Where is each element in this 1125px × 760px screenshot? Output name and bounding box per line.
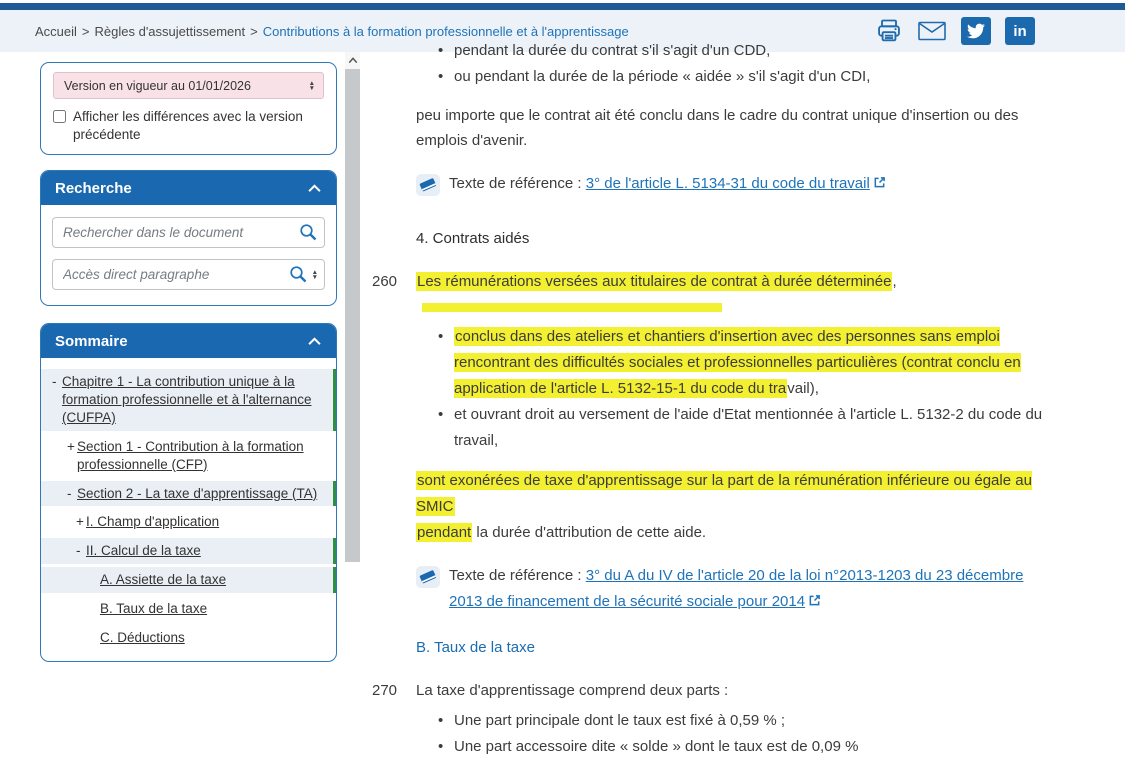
- p270-bullet-list: [416, 708, 1056, 760]
- cdd-cdi-bullet-list: [416, 38, 1056, 90]
- highlighted-text: Les rémunérations versées aux titulaires de contrat à durée déterminée: [417, 272, 892, 290]
- p260-bullet-2: • et ouvrant droit au versement de l'aide d'Etat mentionnée à l'article L. 5132-2 du code du travail,: [438, 402, 1056, 454]
- reference-label: Texte de référence :: [449, 566, 582, 584]
- diff-checkbox[interactable]: [53, 110, 66, 123]
- p260-conclusion-tail: la durée d'attribution de cette aide.: [472, 523, 707, 541]
- collapse-marker-icon[interactable]: -: [76, 543, 81, 559]
- external-link-icon: [873, 176, 886, 189]
- toc-link[interactable]: II. Calcul de la taxe: [86, 543, 201, 559]
- toc-panel-title: Sommaire: [55, 332, 128, 350]
- reference-link[interactable]: 3° du A du IV de l'article 20 de la loi n°2013-1203 du 23 décembre 2013 de financement de la sécurité sociale pour 2014: [449, 566, 1024, 610]
- paragraph-260: [372, 269, 1056, 546]
- p260-bullet-1: [438, 324, 1056, 401]
- search-panel-title: Recherche: [55, 179, 132, 197]
- highlighted-text: conclus dans des ateliers et chantiers d'insertion avec des personnes sans emploi rencontrant des difficultés sociales et professionnelles particulières (contrat conclu en application de l'article L. 5132-15-1 du code du tra: [454, 328, 1021, 397]
- breadcrumb-home[interactable]: Accueil: [35, 23, 77, 39]
- external-link-icon: [808, 594, 821, 607]
- paragraph-number: 270: [372, 682, 398, 700]
- chevron-up-icon: [307, 184, 322, 193]
- reference-text: [449, 171, 886, 197]
- search-panel-body: [41, 205, 336, 305]
- breadcrumb: [35, 24, 629, 39]
- collapse-marker-icon[interactable]: -: [52, 374, 57, 390]
- book-icon: [416, 174, 440, 205]
- p270-intro: La taxe d'apprentissage comprend deux parts :: [416, 682, 729, 700]
- toc-link[interactable]: Chapitre 1 - La contribution unique à la formation professionnelle et à l'alternance (CUFPA): [62, 374, 312, 426]
- linkedin-icon: in: [1013, 22, 1027, 40]
- toc-item-taux[interactable]: [41, 596, 336, 622]
- paragraph-access-input[interactable]: [52, 259, 325, 290]
- toc-item-chapitre-1[interactable]: [41, 369, 336, 430]
- diff-checkbox-row[interactable]: [53, 108, 324, 144]
- subheading-taux-taxe: B. Taux de la taxe: [416, 639, 535, 657]
- toc-link[interactable]: B. Taux de la taxe: [100, 600, 208, 616]
- expand-marker-icon[interactable]: +: [76, 514, 84, 530]
- search-panel-header[interactable]: [41, 171, 336, 205]
- toc-item-champ-application[interactable]: [41, 509, 336, 535]
- toc-link[interactable]: C. Déductions: [100, 629, 185, 645]
- top-accent-bar: [0, 3, 1125, 10]
- document-body: [360, 42, 1125, 755]
- breadcrumb-separator: >: [81, 23, 90, 39]
- p260-intro: [416, 269, 1056, 321]
- reference-label: Texte de référence :: [449, 175, 582, 193]
- highlighted-text: sont exonérées de taxe d'apprentissage sur la part de la rémunération inférieure ou égale au SMIC: [416, 472, 1032, 516]
- toc-panel-header[interactable]: [41, 324, 336, 358]
- toc-item-section-2[interactable]: [41, 481, 336, 507]
- p260-conclusion: [416, 468, 1056, 545]
- expand-marker-icon[interactable]: +: [67, 438, 75, 454]
- p270-bullet-2: • Une part accessoire dite « solde » dont le taux est de 0,09 %: [438, 734, 1056, 760]
- caret-up-icon: [348, 57, 358, 64]
- breadcrumb-current: Contributions à la formation professionnelle et à l'apprentissage: [262, 23, 629, 39]
- select-arrows-icon: ▲ ▼: [308, 79, 315, 92]
- bullet-cdd: • pendant la durée du contrat s'il s'agit d'un CDD,: [438, 38, 1056, 64]
- breadcrumb-separator: >: [250, 23, 258, 39]
- paragraph-270: [372, 678, 1056, 759]
- search-icon[interactable]: [289, 265, 308, 284]
- sidebar: [0, 52, 341, 645]
- toc-item-assiette[interactable]: [41, 567, 336, 593]
- p260-intro-tail: ,: [892, 272, 897, 290]
- search-panel: [40, 170, 337, 306]
- highlighted-text: pendant: [417, 523, 472, 541]
- toc-panel: [40, 323, 337, 662]
- p260-bullet-1-tail: vail),: [787, 379, 819, 397]
- reference-link[interactable]: 3° de l'article L. 5134-31 du code du travail: [585, 175, 870, 193]
- p260-bullet-list: [416, 324, 1056, 453]
- search-icon[interactable]: [299, 223, 318, 242]
- toc-item-deductions[interactable]: [41, 625, 336, 651]
- subheading-contrats-aides: 4. Contrats aidés: [416, 229, 530, 247]
- toc-tree: [41, 358, 336, 661]
- paragraph-number: 260: [372, 272, 398, 290]
- version-panel: [40, 62, 337, 155]
- content-scrollbar[interactable]: [345, 52, 360, 562]
- bullet-cdi: • ou pendant la durée de la période « aidée » s'il s'agit d'un CDI,: [438, 64, 1056, 90]
- reference-text: [449, 563, 1056, 615]
- paragraph-insertion: peu importe que le contrat ait été conclu dans le cadre du contrat unique d'insertion ou des emplois d'avenir.: [416, 106, 1019, 150]
- toc-link[interactable]: A. Assiette de la taxe: [100, 571, 227, 587]
- toc-item-section-1[interactable]: [41, 434, 336, 478]
- reference-block-1: [416, 171, 1056, 205]
- document-search-input[interactable]: [52, 217, 325, 248]
- toc-link[interactable]: Section 1 - Contribution à la formation professionnelle (CFP): [77, 438, 304, 472]
- book-icon: [416, 566, 440, 597]
- scroll-up-button[interactable]: [345, 52, 360, 69]
- highlight-streak: [422, 303, 722, 312]
- p270-bullet-1: • Une part principale dont le taux est fixé à 0,59 % ;: [438, 708, 1056, 734]
- diff-checkbox-label: Afficher les différences avec la version précédente: [73, 109, 303, 143]
- number-stepper-icon[interactable]: ▲ ▼: [311, 268, 318, 281]
- scrollbar-thumb[interactable]: [345, 69, 360, 562]
- version-select[interactable]: [53, 72, 324, 99]
- breadcrumb-section[interactable]: Règles d'assujettissement: [94, 23, 246, 39]
- toc-link[interactable]: I. Champ d'application: [86, 514, 220, 530]
- chevron-up-icon: [307, 337, 322, 346]
- collapse-marker-icon[interactable]: -: [67, 485, 72, 501]
- toc-link[interactable]: Section 2 - La taxe d'apprentissage (TA): [77, 485, 318, 501]
- reference-block-2: [416, 563, 1056, 615]
- version-select-value: Version en vigueur au 01/01/2026: [64, 78, 251, 93]
- toc-item-calcul-taxe[interactable]: [41, 538, 336, 564]
